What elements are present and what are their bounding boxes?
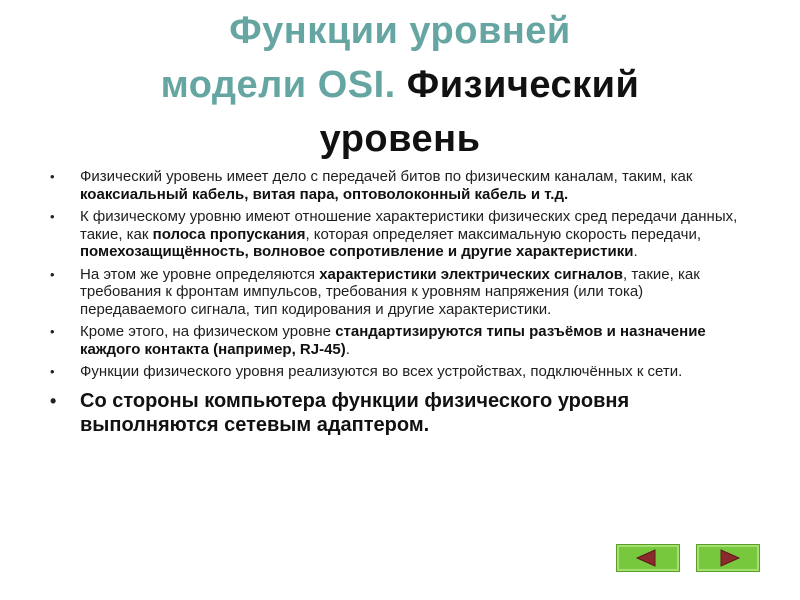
bullet-text: Физический уровень имеет дело с передачей битов по физическим каналам, таким, как <box>80 168 693 185</box>
slide-title <box>100 4 700 166</box>
bullet-item-4 <box>48 323 748 358</box>
bullet-item-2 <box>48 208 748 261</box>
bullet-item-5 <box>48 363 748 381</box>
bullet-item-3 <box>48 266 748 319</box>
title-line-3: уровень <box>319 118 481 160</box>
bullet-text: На этом же уровне определяются <box>80 265 320 283</box>
bullet-text: , такие, как требования к фронтам импульсов, требования к уровням напряжения (или тока) передаваемого сигнала, тип кодирования и другие характеристики. <box>80 265 700 318</box>
bullet-marker: • <box>50 364 55 379</box>
bullet-text: , которая определяет максимальную скорость передачи, <box>305 225 701 243</box>
bullet-text: . <box>633 243 638 260</box>
previous-slide-button[interactable] <box>616 544 680 572</box>
bullet-marker: • <box>50 324 55 339</box>
bullet-text: Функции физического уровня реализуются во всех устройствах, подключённых к сети. <box>80 363 683 380</box>
bullet-text: К физическому уровню имеют отношение характеристики физических сред передачи данных, такие, как <box>80 208 738 243</box>
bullet-marker: • <box>50 266 55 282</box>
next-slide-button[interactable] <box>696 544 760 572</box>
bullet-marker: • <box>50 169 55 184</box>
title-line-2-accent: модели OSI. <box>160 64 396 106</box>
bullet-emphasis: характеристики электрических сигналов <box>319 265 623 283</box>
arrow-left-icon <box>617 545 679 571</box>
bullet-marker: • <box>50 209 55 224</box>
bullet-item-1 <box>48 168 748 203</box>
bullet-emphasis: коаксиальный кабель, витая пара, оптоволоконный кабель и т.д. <box>80 185 569 203</box>
bullet-list <box>48 168 748 442</box>
title-line-2-dark: Физический <box>406 64 640 106</box>
bullet-emphasis: стандартизируются типы разъёмов и назначение каждого контакта (например, RJ-45) <box>80 323 706 358</box>
bullet-text: Со стороны компьютера функции физического уровня выполняются сетевым адаптером. <box>80 389 630 436</box>
bullet-emphasis: помехозащищённость, волновое сопротивление и другие характеристики <box>80 243 634 260</box>
bullet-text: Кроме этого, на физическом уровне <box>80 323 336 340</box>
bullet-emphasis: полоса пропускания <box>152 225 306 243</box>
title-line-1: Функции уровней <box>229 10 571 52</box>
arrow-right-icon <box>697 545 759 571</box>
bullet-marker: • <box>50 390 57 411</box>
bullet-item-6 <box>48 389 748 437</box>
bullet-text: . <box>345 340 350 358</box>
